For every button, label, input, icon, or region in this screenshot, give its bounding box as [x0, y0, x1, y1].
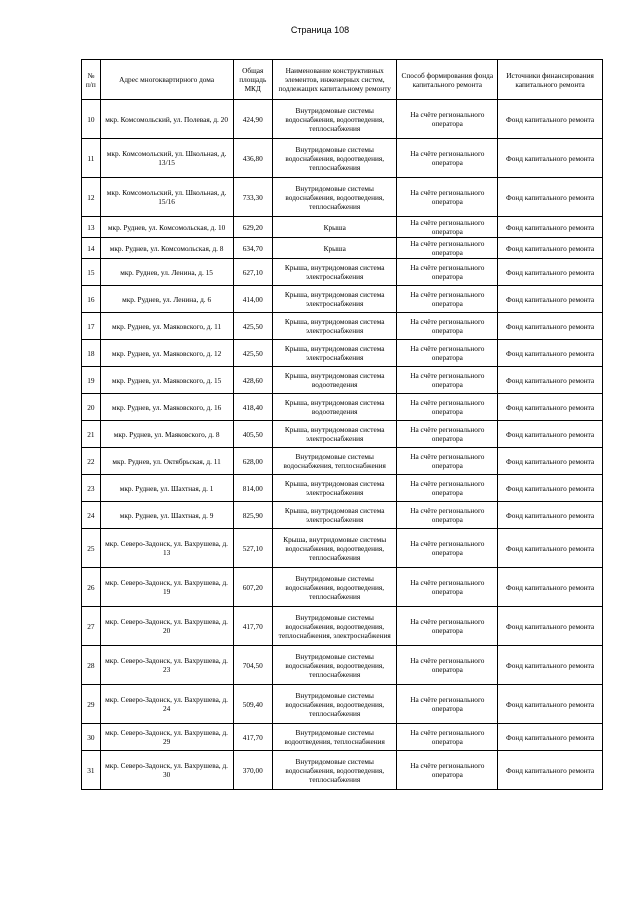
cell-funding-source: Фонд капитального ремонта	[498, 724, 603, 751]
cell-area: 428,60	[233, 367, 272, 394]
cell-fund-method: На счёте регионального оператора	[397, 646, 498, 685]
cell-area: 704,50	[233, 646, 272, 685]
cell-address: мкр. Северо-Задонск, ул. Вахрушева, д. 13	[100, 529, 233, 568]
cell-num: 28	[82, 646, 101, 685]
cell-funding-source: Фонд капитального ремонта	[498, 217, 603, 238]
cell-area: 627,10	[233, 259, 272, 286]
cell-address: мкр. Северо-Задонск, ул. Вахрушева, д. 24	[100, 685, 233, 724]
cell-address: мкр. Комсомольский, ул. Школьная, д. 13/15	[100, 139, 233, 178]
cell-elements: Внутридомовые системы водоснабжения, водоотведения, теплоснабжения	[272, 646, 397, 685]
cell-funding-source: Фонд капитального ремонта	[498, 568, 603, 607]
cell-funding-source: Фонд капитального ремонта	[498, 259, 603, 286]
table-row	[82, 340, 603, 367]
table-header-row	[82, 60, 603, 100]
cell-num: 19	[82, 367, 101, 394]
header-area: Общая площадь МКД	[233, 60, 272, 100]
cell-funding-source: Фонд капитального ремонта	[498, 475, 603, 502]
cell-funding-source: Фонд капитального ремонта	[498, 394, 603, 421]
cell-funding-source: Фонд капитального ремонта	[498, 367, 603, 394]
cell-num: 21	[82, 421, 101, 448]
table-row	[82, 259, 603, 286]
cell-fund-method: На счёте регионального оператора	[397, 238, 498, 259]
cell-num: 29	[82, 685, 101, 724]
cell-address: мкр. Комсомольский, ул. Школьная, д. 15/16	[100, 178, 233, 217]
header-num: № п/п	[82, 60, 101, 100]
table-row	[82, 475, 603, 502]
table-row	[82, 421, 603, 448]
cell-num: 13	[82, 217, 101, 238]
cell-area: 634,70	[233, 238, 272, 259]
table-row	[82, 448, 603, 475]
cell-num: 26	[82, 568, 101, 607]
cell-fund-method: На счёте регионального оператора	[397, 475, 498, 502]
cell-elements: Крыша, внутридомовая система электроснабжения	[272, 286, 397, 313]
cell-elements: Крыша, внутридомовая система электроснабжения	[272, 502, 397, 529]
cell-elements: Крыша, внутридомовая система водоотведения	[272, 394, 397, 421]
cell-area: 370,00	[233, 751, 272, 790]
table-row	[82, 313, 603, 340]
cell-funding-source: Фонд капитального ремонта	[498, 313, 603, 340]
cell-elements: Внутридомовые системы водоснабжения, водоотведения, теплоснабжения	[272, 568, 397, 607]
cell-elements: Внутридомовые системы водоснабжения, водоотведения, теплоснабжения	[272, 178, 397, 217]
cell-elements: Крыша, внутридомовая система электроснабжения	[272, 259, 397, 286]
cell-fund-method: На счёте регионального оператора	[397, 529, 498, 568]
cell-area: 418,40	[233, 394, 272, 421]
cell-funding-source: Фонд капитального ремонта	[498, 685, 603, 724]
cell-fund-method: На счёте регионального оператора	[397, 367, 498, 394]
table-row	[82, 394, 603, 421]
cell-elements: Крыша, внутридомовая система электроснабжения	[272, 340, 397, 367]
cell-address: мкр. Руднев, ул. Маяковского, д. 8	[100, 421, 233, 448]
cell-fund-method: На счёте регионального оператора	[397, 685, 498, 724]
cell-area: 405,50	[233, 421, 272, 448]
cell-num: 24	[82, 502, 101, 529]
header-elements: Наименование конструктивных элементов, инженерных систем, подлежащих капитальному ремонту	[272, 60, 397, 100]
table-row	[82, 751, 603, 790]
cell-elements: Внутридомовые системы водоснабжения, водоотведения, теплоснабжения, электроснабжения	[272, 607, 397, 646]
cell-num: 31	[82, 751, 101, 790]
cell-fund-method: На счёте регионального оператора	[397, 448, 498, 475]
cell-area: 417,70	[233, 607, 272, 646]
cell-area: 629,20	[233, 217, 272, 238]
cell-funding-source: Фонд капитального ремонта	[498, 340, 603, 367]
cell-area: 417,70	[233, 724, 272, 751]
cell-fund-method: На счёте регионального оператора	[397, 139, 498, 178]
cell-funding-source: Фонд капитального ремонта	[498, 100, 603, 139]
cell-fund-method: На счёте регионального оператора	[397, 313, 498, 340]
cell-address: мкр. Северо-Задонск, ул. Вахрушева, д. 30	[100, 751, 233, 790]
cell-area: 814,00	[233, 475, 272, 502]
cell-address: мкр. Руднев, ул. Маяковского, д. 16	[100, 394, 233, 421]
cell-address: мкр. Руднев, ул. Шахтная, д. 1	[100, 475, 233, 502]
cell-fund-method: На счёте регионального оператора	[397, 724, 498, 751]
cell-elements: Внутридомовые системы водоснабжения, водоотведения, теплоснабжения	[272, 100, 397, 139]
cell-fund-method: На счёте регионального оператора	[397, 421, 498, 448]
cell-area: 733,30	[233, 178, 272, 217]
cell-area: 425,50	[233, 340, 272, 367]
cell-fund-method: На счёте регионального оператора	[397, 259, 498, 286]
cell-area: 424,90	[233, 100, 272, 139]
cell-num: 25	[82, 529, 101, 568]
header-funding-source: Источники финансирования капитального ремонта	[498, 60, 603, 100]
table-row	[82, 646, 603, 685]
repair-registry-table	[81, 59, 603, 790]
cell-num: 12	[82, 178, 101, 217]
table-row	[82, 724, 603, 751]
cell-address: мкр. Руднев, ул. Маяковского, д. 12	[100, 340, 233, 367]
cell-address: мкр. Руднев, ул. Ленина, д. 6	[100, 286, 233, 313]
table-body	[82, 100, 603, 790]
cell-address: мкр. Руднев, ул. Ленина, д. 15	[100, 259, 233, 286]
cell-address: мкр. Северо-Задонск, ул. Вахрушева, д. 20	[100, 607, 233, 646]
cell-num: 11	[82, 139, 101, 178]
cell-num: 20	[82, 394, 101, 421]
cell-fund-method: На счёте регионального оператора	[397, 100, 498, 139]
cell-address: мкр. Северо-Задонск, ул. Вахрушева, д. 19	[100, 568, 233, 607]
cell-area: 825,90	[233, 502, 272, 529]
table-row	[82, 685, 603, 724]
cell-fund-method: На счёте регионального оператора	[397, 217, 498, 238]
cell-elements: Крыша, внутридомовая система электроснабжения	[272, 421, 397, 448]
cell-elements: Крыша, внутридомовые системы водоснабжения, водоотведения, теплоснабжения	[272, 529, 397, 568]
cell-funding-source: Фонд капитального ремонта	[498, 448, 603, 475]
cell-area: 436,80	[233, 139, 272, 178]
cell-funding-source: Фонд капитального ремонта	[498, 178, 603, 217]
cell-num: 16	[82, 286, 101, 313]
cell-num: 10	[82, 100, 101, 139]
cell-num: 17	[82, 313, 101, 340]
cell-address: мкр. Руднев, ул. Маяковского, д. 11	[100, 313, 233, 340]
cell-elements: Внутридомовые системы водоснабжения, водоотведения, теплоснабжения	[272, 139, 397, 178]
table-row	[82, 139, 603, 178]
cell-num: 14	[82, 238, 101, 259]
cell-address: мкр. Комсомольский, ул. Полевая, д. 20	[100, 100, 233, 139]
cell-elements: Крыша, внутридомовая система электроснабжения	[272, 475, 397, 502]
cell-elements: Крыша, внутридомовая система водоотведения	[272, 367, 397, 394]
cell-address: мкр. Северо-Задонск, ул. Вахрушева, д. 23	[100, 646, 233, 685]
cell-fund-method: На счёте регионального оператора	[397, 340, 498, 367]
cell-funding-source: Фонд капитального ремонта	[498, 607, 603, 646]
cell-fund-method: На счёте регионального оператора	[397, 568, 498, 607]
cell-funding-source: Фонд капитального ремонта	[498, 238, 603, 259]
table-row	[82, 607, 603, 646]
cell-area: 509,40	[233, 685, 272, 724]
cell-fund-method: На счёте регионального оператора	[397, 751, 498, 790]
header-fund-method: Способ формирования фонда капитального ремонта	[397, 60, 498, 100]
cell-funding-source: Фонд капитального ремонта	[498, 646, 603, 685]
cell-elements: Крыша	[272, 238, 397, 259]
table-row	[82, 217, 603, 238]
cell-address: мкр. Руднев, ул. Комсомольская, д. 8	[100, 238, 233, 259]
table-row	[82, 178, 603, 217]
header-address: Адрес многоквартирного дома	[100, 60, 233, 100]
cell-fund-method: На счёте регионального оператора	[397, 394, 498, 421]
cell-funding-source: Фонд капитального ремонта	[498, 751, 603, 790]
table-row	[82, 502, 603, 529]
table-row	[82, 100, 603, 139]
table-row	[82, 286, 603, 313]
cell-fund-method: На счёте регионального оператора	[397, 502, 498, 529]
cell-area: 607,20	[233, 568, 272, 607]
cell-funding-source: Фонд капитального ремонта	[498, 139, 603, 178]
cell-funding-source: Фонд капитального ремонта	[498, 529, 603, 568]
cell-elements: Внутридомовые системы водоснабжения, водоотведения, теплоснабжения	[272, 685, 397, 724]
cell-address: мкр. Руднев, ул. Маяковского, д. 15	[100, 367, 233, 394]
cell-num: 18	[82, 340, 101, 367]
cell-area: 628,00	[233, 448, 272, 475]
cell-num: 27	[82, 607, 101, 646]
cell-area: 414,00	[233, 286, 272, 313]
cell-address: мкр. Руднев, ул. Комсомольская, д. 10	[100, 217, 233, 238]
cell-area: 527,10	[233, 529, 272, 568]
table-row	[82, 568, 603, 607]
cell-fund-method: На счёте регионального оператора	[397, 178, 498, 217]
cell-area: 425,50	[233, 313, 272, 340]
cell-num: 30	[82, 724, 101, 751]
cell-elements: Крыша, внутридомовая система электроснабжения	[272, 313, 397, 340]
cell-elements: Внутридомовые системы водоснабжения, теплоснабжения	[272, 448, 397, 475]
cell-num: 22	[82, 448, 101, 475]
cell-fund-method: На счёте регионального оператора	[397, 286, 498, 313]
cell-address: мкр. Руднев, ул. Шахтная, д. 9	[100, 502, 233, 529]
cell-elements: Внутридомовые системы водоотведения, теплоснабжения	[272, 724, 397, 751]
cell-address: мкр. Руднев, ул. Октябрьская, д. 11	[100, 448, 233, 475]
cell-fund-method: На счёте регионального оператора	[397, 607, 498, 646]
cell-funding-source: Фонд капитального ремонта	[498, 286, 603, 313]
table-row	[82, 238, 603, 259]
cell-num: 23	[82, 475, 101, 502]
table-row	[82, 367, 603, 394]
cell-elements: Внутридомовые системы водоснабжения, водоотведения, теплоснабжения	[272, 751, 397, 790]
cell-address: мкр. Северо-Задонск, ул. Вахрушева, д. 29	[100, 724, 233, 751]
cell-num: 15	[82, 259, 101, 286]
page-header: Страница 108	[290, 25, 350, 35]
cell-elements: Крыша	[272, 217, 397, 238]
cell-funding-source: Фонд капитального ремонта	[498, 421, 603, 448]
cell-funding-source: Фонд капитального ремонта	[498, 502, 603, 529]
table-row	[82, 529, 603, 568]
